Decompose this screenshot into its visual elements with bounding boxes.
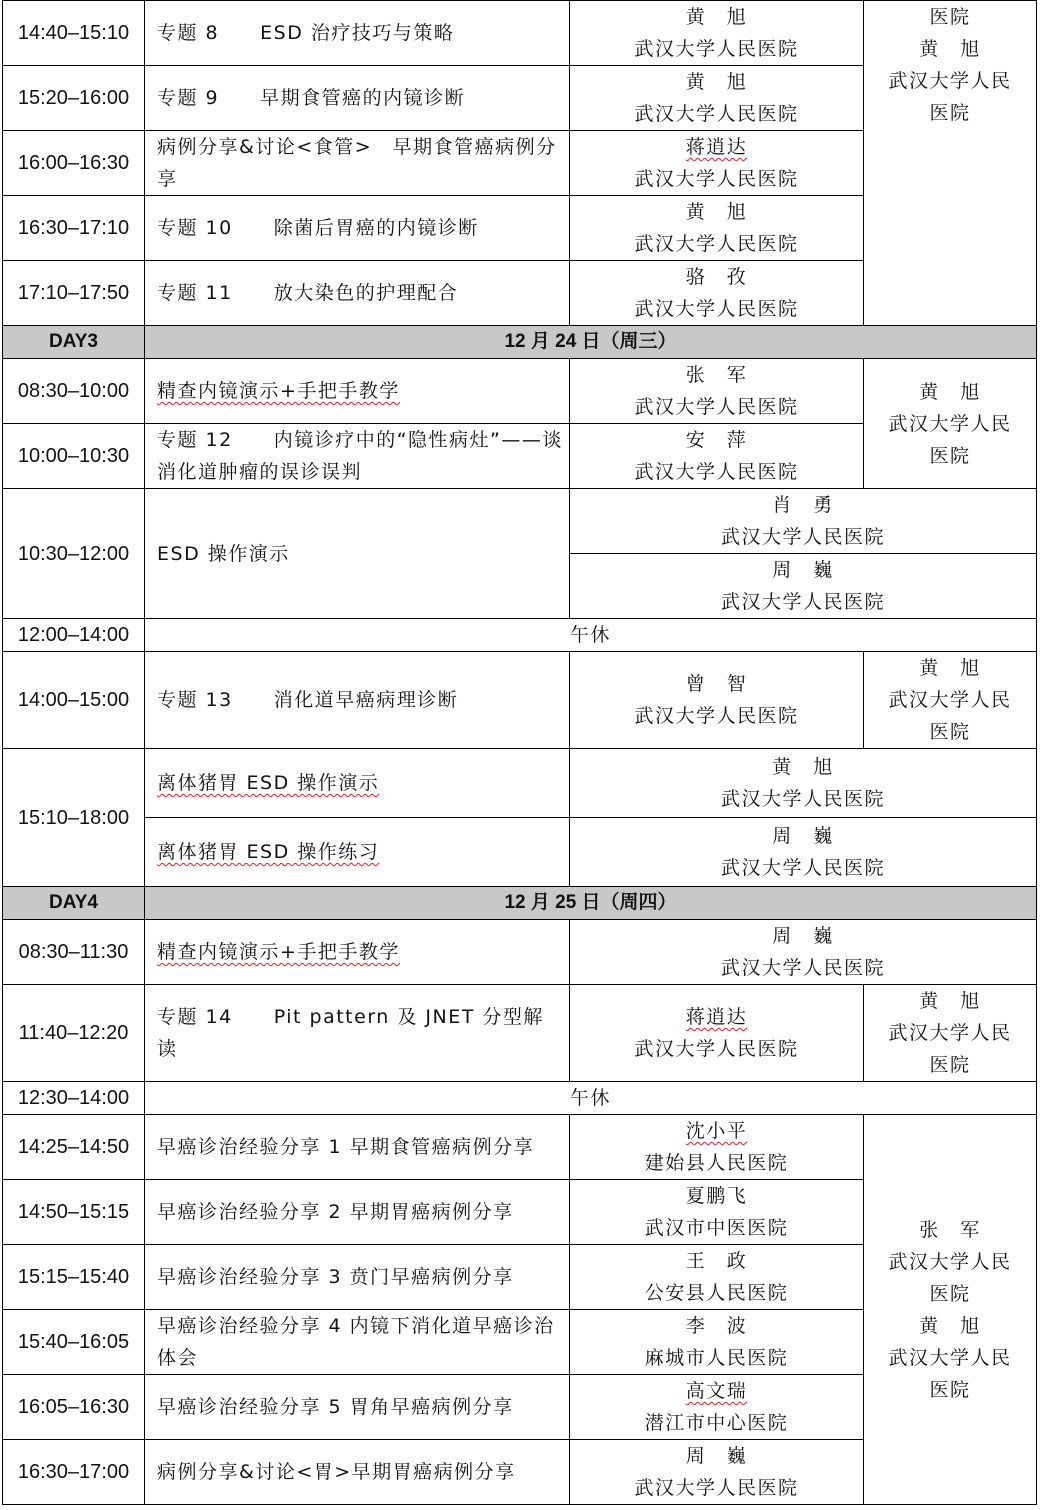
day-header-row: [3, 326, 1037, 359]
chair-line: 武汉大学人民: [888, 1250, 1012, 1273]
speaker-cell: [570, 66, 864, 131]
speaker-cell: [570, 1, 864, 66]
chair-cell: [864, 359, 1037, 489]
speaker-name: 夏鹏飞: [685, 1185, 748, 1207]
speaker-name: 安 萍: [685, 429, 748, 451]
time-cell: 12:00–14:00: [3, 619, 145, 652]
topic-cell: 专题 13 消化道早癌病理诊断: [145, 652, 570, 749]
speaker-cell: [570, 359, 864, 424]
day-date: 12 月 25 日（周四）: [145, 887, 1037, 920]
speaker-name: 张 军: [685, 364, 748, 386]
topic-cell: ESD 操作演示: [145, 489, 570, 619]
speaker-hospital: 武汉大学人民医院: [634, 298, 799, 320]
speaker-cell: [570, 1310, 864, 1375]
speaker-hospital: 武汉大学人民医院: [634, 233, 799, 255]
speaker-name: 李 波: [685, 1315, 748, 1337]
speaker-name: 蒋逍达: [685, 1006, 748, 1028]
time-cell: 17:10–17:50: [3, 261, 145, 326]
speaker-hospital: 武汉大学人民医院: [634, 396, 799, 418]
break-cell: 午休: [145, 619, 1037, 652]
day-label: DAY4: [3, 887, 145, 920]
speaker-cell: [570, 749, 1037, 818]
topic-cell: 专题 9 早期食管癌的内镜诊断: [145, 66, 570, 131]
table-row: [3, 1082, 1037, 1115]
speaker-hospital: 潜江市中心医院: [644, 1412, 789, 1434]
chair-line: 黄 旭: [919, 657, 981, 679]
speaker-hospital: 武汉大学人民医院: [634, 168, 799, 190]
speaker-name: 黄 旭: [685, 201, 748, 223]
time-cell: 15:15–15:40: [3, 1245, 145, 1310]
topic-cell: 专题 11 放大染色的护理配合: [145, 261, 570, 326]
speaker-name: 周 巍: [772, 825, 834, 847]
schedule-table: [2, 0, 1037, 1505]
topic-cell: 专题 14 Pit pattern 及 JNET 分型解读: [145, 985, 570, 1082]
table-row: [3, 985, 1037, 1082]
time-cell: 12:30–14:00: [3, 1082, 145, 1115]
speaker-name: 高文瑞: [685, 1380, 748, 1402]
time-cell: 14:25–14:50: [3, 1115, 145, 1180]
speaker-name: 骆 孜: [685, 266, 748, 288]
speaker-cell: [570, 131, 864, 196]
speaker-cell: [570, 1245, 864, 1310]
chair-line: 黄 旭: [919, 1314, 981, 1337]
topic-cell: 早癌诊治经验分享 1 早期食管癌病例分享: [145, 1115, 570, 1180]
time-cell: 15:40–16:05: [3, 1310, 145, 1375]
topic-cell: 专题 8 ESD 治疗技巧与策略: [145, 1, 570, 66]
topic-text: 离体猪胃 ESD 操作演示: [157, 772, 380, 794]
time-cell: 08:30–11:30: [3, 920, 145, 985]
chair-cell: [864, 1115, 1037, 1505]
chair-line: 医院: [929, 1282, 971, 1305]
speaker-cell: [570, 1115, 864, 1180]
speaker-name: 周 巍: [772, 925, 834, 947]
chair-line: 医院: [929, 444, 971, 467]
speaker-hospital: 武汉大学人民医院: [634, 103, 799, 125]
speaker-name: 曾 智: [685, 673, 748, 695]
time-cell: 16:00–16:30: [3, 131, 145, 196]
day-header-row: [3, 887, 1037, 920]
time-cell: 14:50–15:15: [3, 1180, 145, 1245]
chair-cell: [864, 652, 1037, 749]
chair-line: 黄 旭: [919, 38, 981, 60]
chair-line: 武汉大学人民: [888, 412, 1012, 435]
topic-cell: 病例分享&讨论<胃>早期胃癌病例分享: [145, 1440, 570, 1505]
table-row: [3, 359, 1037, 424]
time-cell: 15:10–18:00: [3, 749, 145, 887]
speaker-cell: [570, 196, 864, 261]
speaker-cell: [570, 1440, 864, 1505]
topic-cell: [145, 359, 570, 424]
speaker-hospital: 武汉大学人民医院: [720, 957, 885, 979]
table-row: [3, 1, 1037, 66]
topic-cell: [145, 749, 570, 818]
speaker-name: 黄 旭: [685, 71, 748, 93]
speaker-hospital: 武汉大学人民医院: [634, 461, 799, 483]
time-cell: 16:05–16:30: [3, 1375, 145, 1440]
day-date: 12 月 24 日（周三）: [145, 326, 1037, 359]
speaker-cell: [570, 920, 1037, 985]
table-row: [3, 489, 1037, 554]
speaker-cell: [570, 489, 1037, 554]
time-cell: 10:00–10:30: [3, 424, 145, 489]
time-cell: 16:30–17:00: [3, 1440, 145, 1505]
speaker-hospital: 麻城市人民医院: [644, 1347, 789, 1369]
topic-text: 精查内镜演示+手把手教学: [157, 380, 400, 402]
topic-cell: [145, 920, 570, 985]
chair-cell: [864, 985, 1037, 1082]
chair-line: 医院: [929, 102, 971, 124]
speaker-name: 黄 旭: [772, 756, 834, 778]
topic-cell: 专题 10 除菌后胃癌的内镜诊断: [145, 196, 570, 261]
chair-line: 武汉大学人民: [888, 689, 1012, 711]
speaker-name: 周 巍: [685, 1445, 748, 1467]
chair-line: 武汉大学人民: [888, 1346, 1012, 1369]
time-cell: 10:30–12:00: [3, 489, 145, 619]
topic-cell: 早癌诊治经验分享 2 早期胃癌病例分享: [145, 1180, 570, 1245]
time-cell: 14:00–15:00: [3, 652, 145, 749]
speaker-cell: [570, 652, 864, 749]
table-row: [3, 619, 1037, 652]
time-cell: 11:40–12:20: [3, 985, 145, 1082]
speaker-hospital: 武汉大学人民医院: [634, 705, 799, 727]
table-row: [3, 749, 1037, 818]
day-label: DAY3: [3, 326, 145, 359]
chair-line: 黄 旭: [919, 990, 981, 1012]
topic-cell: 专题 12 内镜诊疗中的“隐性病灶”——谈消化道肿瘤的误诊误判: [145, 424, 570, 489]
chair-line: 武汉大学人民: [888, 1022, 1012, 1044]
break-cell: 午休: [145, 1082, 1037, 1115]
speaker-cell: [570, 261, 864, 326]
speaker-hospital: 公安县人民医院: [644, 1282, 789, 1304]
speaker-hospital: 武汉大学人民医院: [634, 1038, 799, 1060]
table-row: [3, 652, 1037, 749]
chair-line: 黄 旭: [919, 380, 981, 403]
table-row: [3, 1115, 1037, 1180]
speaker-name: 黄 旭: [685, 6, 748, 28]
topic-cell: 病例分享&讨论<食管> 早期食管癌病例分享: [145, 131, 570, 196]
topic-cell: [145, 818, 570, 887]
speaker-cell: [570, 424, 864, 489]
speaker-name: 周 巍: [772, 559, 834, 581]
speaker-name: 王 政: [685, 1250, 748, 1272]
time-cell: 08:30–10:00: [3, 359, 145, 424]
topic-cell: 早癌诊治经验分享 3 贲门早癌病例分享: [145, 1245, 570, 1310]
speaker-name: 沈小平: [685, 1120, 748, 1142]
topic-text: 离体猪胃 ESD 操作练习: [157, 841, 380, 863]
time-cell: 14:40–15:10: [3, 1, 145, 66]
speaker-hospital: 武汉大学人民医院: [720, 788, 885, 810]
table-row: [3, 920, 1037, 985]
topic-cell: 早癌诊治经验分享 5 胃角早癌病例分享: [145, 1375, 570, 1440]
speaker-name: 蒋逍达: [685, 136, 748, 158]
chair-line: 医院: [929, 6, 971, 28]
speaker-hospital: 武汉市中医医院: [644, 1217, 789, 1239]
topic-text: 精查内镜演示+手把手教学: [157, 941, 400, 963]
chair-line: 医院: [929, 1054, 971, 1076]
topic-cell: 早癌诊治经验分享 4 内镜下消化道早癌诊治体会: [145, 1310, 570, 1375]
table-row: [3, 818, 1037, 887]
speaker-cell: [570, 1375, 864, 1440]
speaker-hospital: 武汉大学人民医院: [720, 857, 885, 879]
speaker-cell: [570, 985, 864, 1082]
speaker-hospital: 武汉大学人民医院: [720, 591, 885, 613]
chair-line: 医院: [929, 721, 971, 743]
chair-cell: [864, 1, 1037, 326]
speaker-name: 肖 勇: [772, 494, 834, 516]
time-cell: 16:30–17:10: [3, 196, 145, 261]
time-cell: 15:20–16:00: [3, 66, 145, 131]
speaker-hospital: 武汉大学人民医院: [634, 1477, 799, 1499]
speaker-cell: [570, 1180, 864, 1245]
speaker-cell: [570, 818, 1037, 887]
speaker-cell: [570, 554, 1037, 619]
chair-line: 武汉大学人民: [888, 70, 1012, 92]
speaker-hospital: 武汉大学人民医院: [634, 38, 799, 60]
speaker-hospital: 武汉大学人民医院: [720, 526, 885, 548]
chair-line: 医院: [929, 1378, 971, 1401]
chair-line: 张 军: [919, 1218, 981, 1241]
speaker-hospital: 建始县人民医院: [644, 1152, 789, 1174]
